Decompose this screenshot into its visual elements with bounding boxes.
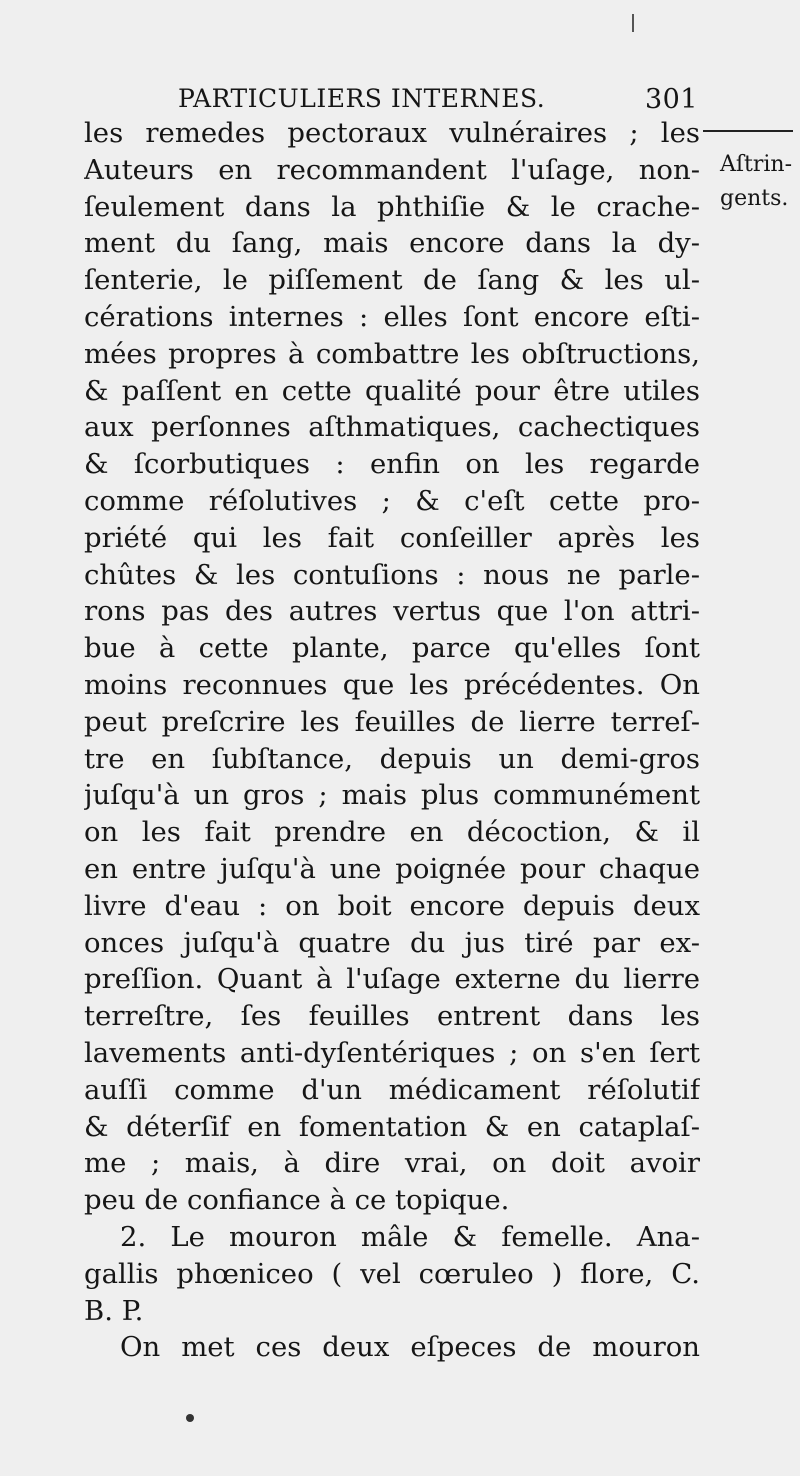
text-line: ſenterie, le piſſement de ſang & les ul- <box>84 264 700 297</box>
text-line: & ſcorbutiques : enfin on les regarde <box>84 448 700 481</box>
text-line: & paſſent en cette qualité pour être utiles <box>84 374 700 407</box>
text-line: 2. Le mouron mâle & femelle. Ana- <box>120 1220 700 1253</box>
text-line: gallis phœniceo ( vel cœruleo ) flore, C. <box>84 1257 700 1290</box>
text-line: peut preſcrire les feuilles de lierre terreſ- <box>84 705 700 738</box>
text-line: comme réſolutives ; & c'eſt cette pro- <box>84 484 700 517</box>
text-line: livre d'eau : on boit encore depuis deux <box>84 889 700 922</box>
text-line: lavements anti-dyſentériques ; on s'en ſert <box>84 1036 700 1069</box>
text-line: moins reconnues que les précédentes. On <box>84 668 700 701</box>
text-line: Auteurs en recommandent l'uſage, non- <box>84 153 700 186</box>
text-line: cérations internes : elles ſont encore eſti- <box>84 300 700 333</box>
text-line: auſſi comme d'un médicament réſolutif <box>84 1073 700 1106</box>
text-line: On met ces deux eſpeces de mouron <box>120 1331 700 1364</box>
page-number: 301 <box>644 84 698 115</box>
scan-mark <box>632 14 634 32</box>
text-line: ment du ſang, mais encore dans la dy- <box>84 227 700 260</box>
text-line: ſeulement dans la phthiſie & le crache- <box>84 190 700 223</box>
text-line: peu de confiance à ce topique. <box>84 1184 510 1217</box>
body-text <box>84 115 700 1366</box>
margin-rule <box>703 130 793 132</box>
text-line: aux perſonnes aſthmatiques, cachectiques <box>84 411 700 444</box>
text-line: mées propres à combattre les obſtructions, <box>84 337 700 370</box>
margin-note-line: gents. <box>720 186 789 211</box>
text-line: rons pas des autres vertus que l'on attri- <box>84 595 700 628</box>
text-line: onces juſqu'à quatre du jus tiré par ex- <box>84 926 700 959</box>
text-line: bue à cette plante, parce qu'elles ſont <box>84 632 700 665</box>
text-line: terreſtre, ſes feuilles entrent dans les <box>84 1000 700 1033</box>
text-line: chûtes & les contuſions : nous ne parle- <box>84 558 700 591</box>
text-line: juſqu'à un gros ; mais plus communément <box>84 779 700 812</box>
text-line: B. P. <box>84 1294 144 1327</box>
text-line: les remedes pectoraux vulnéraires ; les <box>84 117 700 149</box>
margin-note <box>720 148 798 216</box>
margin-note-line: Aſtrin- <box>720 152 793 177</box>
text-line: tre en ſubſtance, depuis un demi-gros <box>84 742 700 775</box>
text-line: on les fait prendre en décoction, & il <box>84 816 700 849</box>
text-line: & déterſif en fomentation & en cataplaſ- <box>84 1110 700 1143</box>
ink-spot <box>186 1414 194 1422</box>
text-line: preſſion. Quant à l'uſage externe du lierre <box>84 963 700 996</box>
running-title: PARTICULIERS INTERNES. <box>178 84 546 113</box>
text-line: priété qui les fait conſeiller après les <box>84 521 700 554</box>
text-line: me ; mais, à dire vrai, on doit avoir <box>84 1147 700 1180</box>
text-line: en entre juſqu'à une poignée pour chaque <box>84 852 700 885</box>
